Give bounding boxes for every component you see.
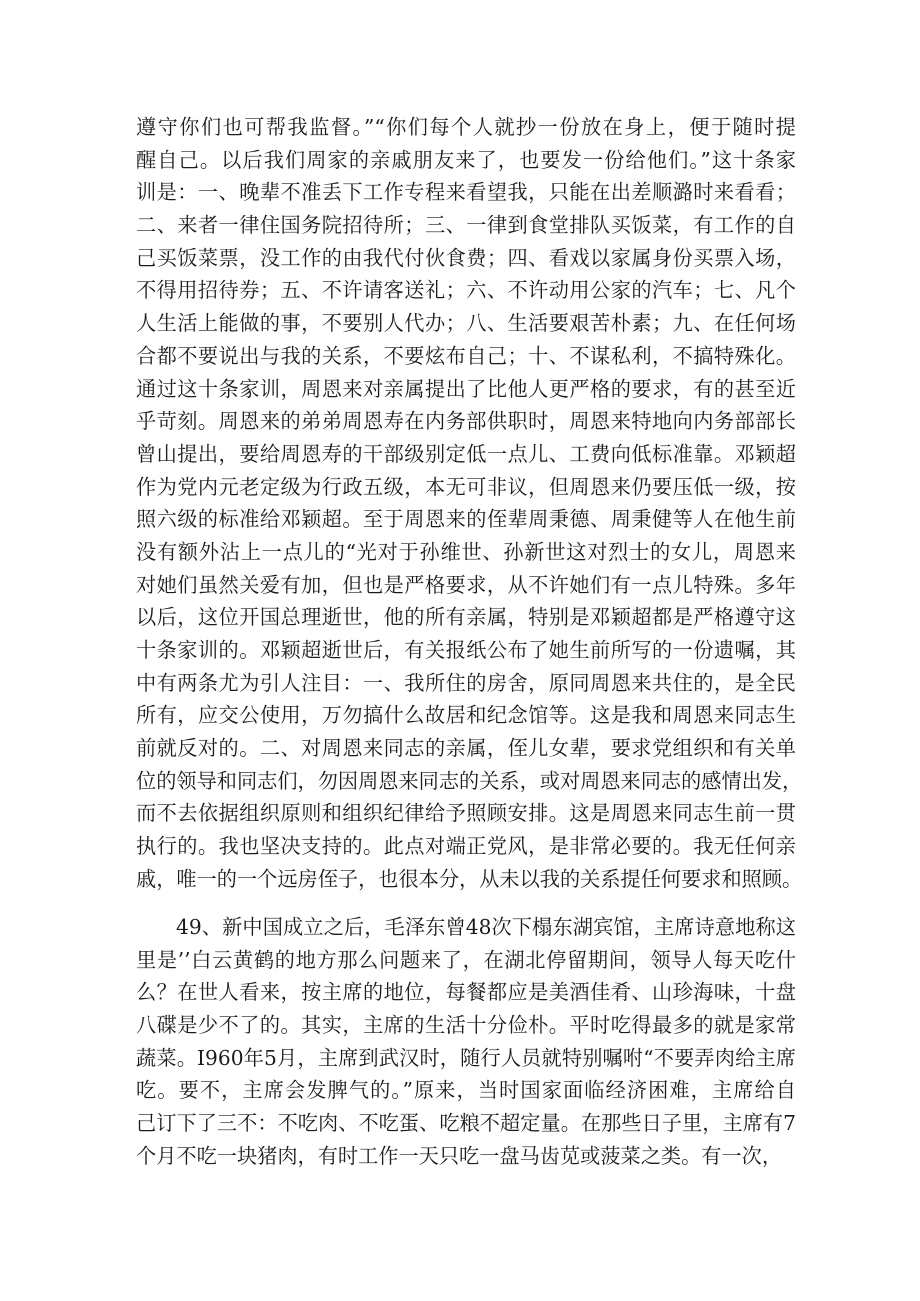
paragraph-item-49 [136,911,796,1173]
text-line: 曾山提出，要给周恩寿的干部级别定低一点儿、工费向低标准靠。邓颖超 [136,441,796,466]
text-line: 戚，唯一的一个远房侄子，也很本分，从未以我的关系提任何要求和照顾。 [136,866,803,891]
text-line: 前就反对的。二、对周恩来同志的亲属，侄儿女辈，要求党组织和有关单 [136,736,796,761]
paragraph-family-rules [136,111,803,896]
text-line: 位的领导和同志们，勿因周恩来同志的关系，或对周恩来同志的感情出发， [136,768,803,793]
text-line: 己买饭菜票，没工作的由我代付伙食费；四、看戏以家属身份买票入场， [136,245,796,270]
text-line: 遵守你们也可帮我监督。”“你们每个人就抄一份放在身上，便于随时提 [136,115,796,139]
text-line: 中有两条尤为引人注目：一、我所住的房舍，原同周恩来共住的，是全民 [136,670,796,695]
text-line: 所有，应交公使用，万勿搞什么故居和纪念馆等。这是我和周恩来同志生 [136,703,796,728]
text-line: 么？在世人看来，按主席的地位，每餐都应是美酒佳肴、山珍海味，十盘 [136,980,796,1005]
text-line: 己订下了三不：不吃肉、不吃蛋、吃粮不超定量。在那些日子里，主席有7 [136,1111,796,1136]
text-line: 二、来者一律住国务院招待所；三、一律到食堂排队买饭菜，有工作的自 [136,213,796,238]
text-line: 个月不吃一块猪肉，有时工作一天只吃一盘马齿苋或菠菜之类。有一次， [136,1143,783,1168]
text-line: 以后，这位开国总理逝世，他的所有亲属，特别是邓颖超都是严格遵守这 [136,605,796,630]
text-line: 里是’’白云黄鹤的地方那么问题来了，在湖北停留期间，领导人每天吃什 [136,947,796,972]
text-line: 照六级的标准给邓颖超。至于周恩来的侄辈周秉德、周秉健等人在他生前 [136,507,796,532]
text-line: 人生活上能做的事，不要别人代办；八、生活要艰苦朴素；九、在任何场 [136,311,796,336]
text-line: 通过这十条家训，周恩来对亲属提出了比他人更严格的要求，有的甚至近 [136,376,796,401]
text-line: 十条家训的。邓颖超逝世后，有关报纸公布了她生前所写的一份遗嘱，其 [136,638,796,662]
text-line: 没有额外沾上一点儿的“光对于孙维世、孙新世这对烈士的女儿，周恩来 [136,539,796,564]
text-line: 而不去依据组织原则和组织纪律给予照顾安排。这是周恩来同志生前一贯 [136,801,796,826]
text-line: 执行的。我也坚决支持的。此点对端正党风，是非常必要的。我无任何亲 [136,834,796,859]
text-line: 八碟是少不了的。其实，主席的生活十分俭朴。平时吃得最多的就是家常 [136,1013,796,1038]
text-line: 不得用招待券；五、不许请客送礼；六、不许动用公家的汽车；七、凡个 [136,278,796,303]
text-line: 合都不要说出与我的关系，不要炫布自己；十、不谋私利，不搞特殊化。 [136,343,796,368]
text-line: 作为党内元老定级为行政五级，本无可非议，但周恩来仍要压低一级，按 [136,474,796,499]
text-line: 吃。要不，主席会发脾气的。”原来，当时国家面临经济困难，主席给自 [136,1078,796,1103]
text-line: 乎苛刻。周恩来的弟弟周恩寿在内务部供职时，周恩来特地向内务部部长 [136,409,796,434]
text-line: 训是：一、晚辈不准丢下工作专程来看望我，只能在出差顺潞时来看看； [136,180,796,205]
text-line: 蔬菜。I960年5月，主席到武汉时，随行人员就特别嘱咐“不要弄肉给主席 [136,1045,796,1070]
text-line: 醒自己。以后我们周家的亲戚朋友来了，也要发一份给他们。”这十条家 [136,147,796,172]
text-line: 49、新中国成立之后，毛泽东曾48次下榻东湖宾馆，主席诗意地称这 [176,915,796,939]
text-line: 对她们虽然关爱有加，但也是严格要求，从不许她们有一点儿特殊。多年 [136,572,796,597]
